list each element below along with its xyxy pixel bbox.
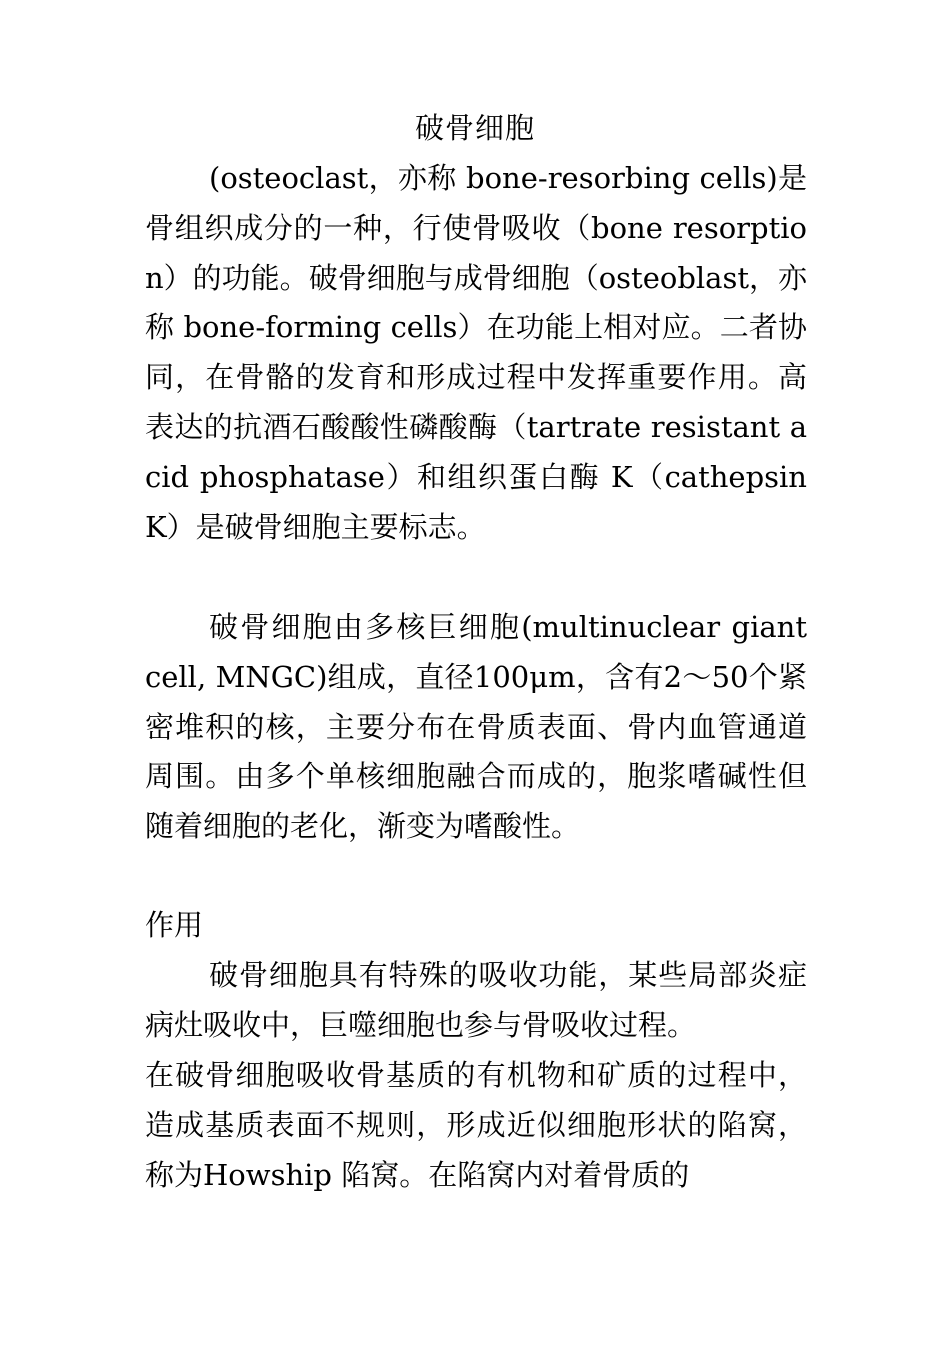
document-title: 破骨细胞	[414, 111, 535, 145]
section-heading-function: 作用	[145, 908, 204, 942]
paragraph-structure: 破骨细胞由多核巨细胞(multinuclear giant cell, MNGC)组成，直径100μm，含有2～50个紧密堆积的核，主要分布在骨质表面、骨内血管通道周围。由多个单核细胞融合而成的，胞浆嗜碱性但随着细胞的老化，渐变为嗜酸性。	[145, 610, 807, 844]
paragraph-definition: (osteoclast，亦称 bone-resorbing cells)是骨组织成分的一种，行使骨吸收（bone resorption）的功能。破骨细胞与成骨细胞（osteoblast，亦称 bone-forming cells）在功能上相对应。二者协同，在骨骼的发育和形成过程中发挥重要作用。高表达的抗酒石酸酸性磷酸酶（tartrate resistant acid phosphatase）和组织蛋白酶 K（cathepsin K）是破骨细胞主要标志。	[145, 161, 807, 544]
paragraph-function-intro: 破骨细胞具有特殊的吸收功能，某些局部炎症病灶吸收中，巨噬细胞也参与骨吸收过程。	[145, 958, 807, 1042]
paragraph-howship-lacuna: 在破骨细胞吸收骨基质的有机物和矿质的过程中，造成基质表面不规则，形成近似细胞形状的陷窝，称为Howship 陷窝。在陷窝内对着骨质的	[145, 1058, 807, 1192]
